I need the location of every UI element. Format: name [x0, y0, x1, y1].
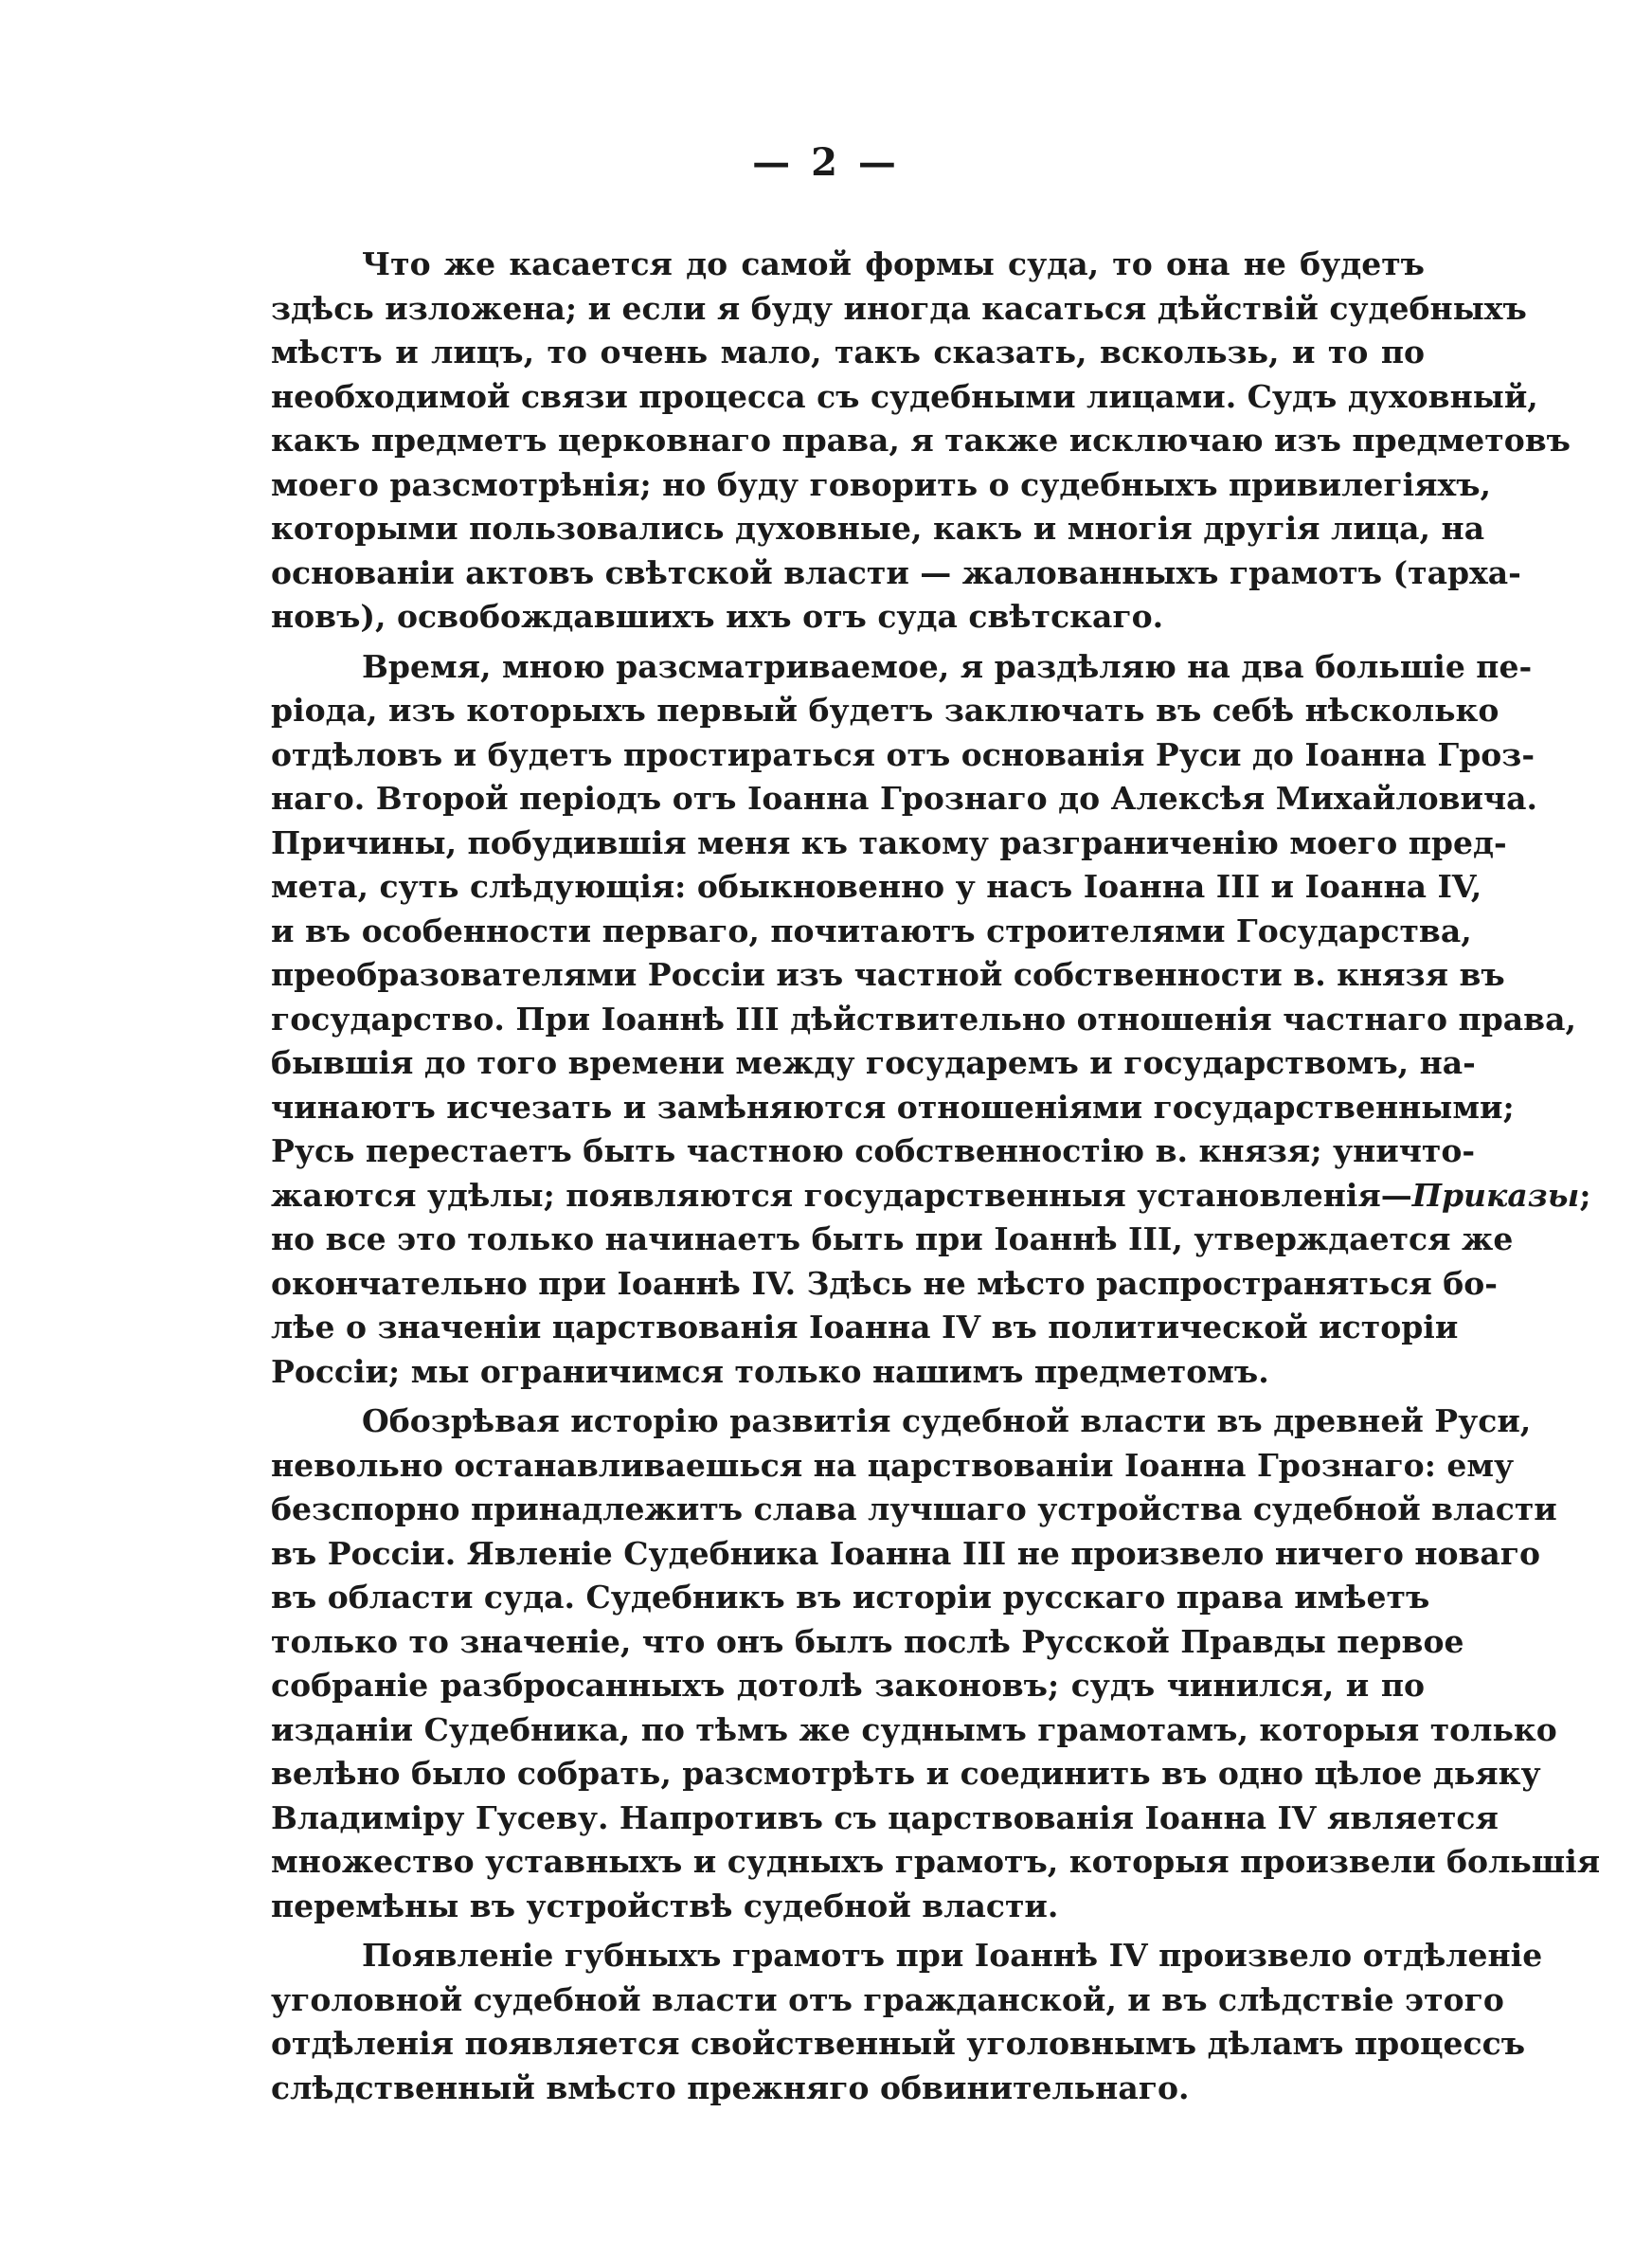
text-line: слѣдственный вмѣсто прежняго обвинительнаго.: [271, 2068, 1190, 2106]
text-line: отдѣловъ и будетъ простираться отъ основанія Руси до Іоанна Гроз-: [271, 735, 1535, 773]
text-line: чинаютъ исчезать и замѣняются отношеніями государственными;: [271, 1088, 1515, 1126]
italic-term: Приказы: [1411, 1176, 1580, 1214]
text-line: перемѣны въ устройствѣ судебной власти.: [271, 1887, 1059, 1924]
text-line: уголовной судебной власти отъ гражданской, и въ слѣдствіе этого: [271, 1980, 1504, 2018]
text-line: но все это только начинаетъ быть при Іоаннѣ III, утверждается же: [271, 1220, 1514, 1257]
text-line: Что же касается до самой формы суда, то она не будетъ: [362, 245, 1425, 282]
text-line: только то значеніе, что онъ былъ послѣ Русской Правды первое: [271, 1622, 1464, 1660]
text-line: основаніи актовъ свѣтской власти — жалованныхъ грамотъ (тарха-: [271, 553, 1521, 591]
text-line: мѣстъ и лицъ, то очень мало, такъ сказать, вскользь, и то по: [271, 334, 1425, 370]
paragraph-1: [271, 243, 1571, 640]
text-line: въ области суда. Судебникъ въ исторіи русскаго права имѣетъ: [271, 1579, 1430, 1616]
text-segment: жаются удѣлы; появляются государственныя установленія—: [271, 1176, 1412, 1214]
text-line: отдѣленія появляется свойственный уголовнымъ дѣламъ процессъ: [271, 2025, 1526, 2062]
text-line: бывшія до того времени между государемъ и государствомъ, на-: [271, 1044, 1476, 1081]
text-line: Русь перестаетъ быть частною собственностію в. князя; уничто-: [271, 1132, 1476, 1169]
paragraph-3: [271, 1399, 1601, 1928]
paragraph-2: [271, 645, 1591, 1395]
text-line: государство. При Іоаннѣ III дѣйствительно отношенія частнаго права,: [271, 1000, 1576, 1038]
text-line: множество уставныхъ и судныхъ грамотъ, которыя произвели большія: [271, 1843, 1601, 1880]
text-line: лѣе о значеніи царствованія Іоанна IV въ политической исторіи: [271, 1309, 1459, 1345]
text-line: собраніе разбросанныхъ дотолѣ законовъ; судъ чинился, и по: [271, 1667, 1425, 1704]
text-line: преобразователями Россіи изъ частной собственности в. князя въ: [271, 956, 1505, 993]
paragraph-4: [271, 1934, 1543, 2110]
text-line: Обозрѣвая исторію развитія судебной власти въ древней Руси,: [362, 1402, 1532, 1439]
text-line-with-italic: [271, 1174, 1591, 1219]
text-line: и въ особенности перваго, почитаютъ строителями Государства,: [271, 912, 1472, 949]
text-line: здѣсь изложена; и если я буду иногда касаться дѣйствій судебныхъ: [271, 289, 1527, 327]
text-line: окончательно при Іоаннѣ IV. Здѣсь не мѣсто распространяться бо-: [271, 1264, 1498, 1302]
body-text: [271, 243, 1601, 2116]
text-line: безспорно принадлежитъ слава лучшаго устройства судебной власти: [271, 1490, 1557, 1527]
text-line: необходимой связи процесса съ судебными лицами. Судъ духовный,: [271, 377, 1538, 415]
text-line: наго. Второй періодъ отъ Іоанна Грознаго до Алексѣя Михайловича.: [271, 780, 1538, 817]
text-line: новъ), освобождавшихъ ихъ отъ суда свѣтскаго.: [271, 598, 1164, 635]
text-line: въ Россіи. Явленіе Судебника Іоанна III не произвело ничего новаго: [271, 1534, 1541, 1572]
text-line: изданіи Судебника, по тѣмъ же суднымъ грамотамъ, которыя только: [271, 1710, 1557, 1748]
text-line: мета, суть слѣдующія: обыкновенно у насъ Іоанна III и Іоанна IV,: [271, 868, 1482, 905]
text-line: ріода, изъ которыхъ первый будетъ заключать въ себѣ нѣсколько: [271, 692, 1499, 729]
text-line: невольно останавливаешься на царствованіи Іоанна Грознаго: ему: [271, 1446, 1515, 1484]
text-line: Время, мною разсматриваемое, я раздѣляю на два большіе пе-: [362, 647, 1533, 685]
text-line: моего разсмотрѣнія; но буду говорить о судебныхъ привилегіяхъ,: [271, 465, 1492, 503]
text-line: Причины, побудившія меня къ такому разграниченію моего пред-: [271, 823, 1507, 861]
text-line: какъ предметъ церковнаго права, я также исключаю изъ предметовъ: [271, 422, 1571, 459]
text-line: велѣно было собрать, разсмотрѣть и соединить въ одно цѣлое дьяку: [271, 1755, 1541, 1792]
text-line: которыми пользовались духовные, какъ и многія другія лица, на: [271, 510, 1485, 547]
text-line: Появленіе губныхъ грамотъ при Іоаннѣ IV произвело отдѣленіе: [362, 1937, 1543, 1974]
text-line: Владиміру Гусеву. Напротивъ съ царствованія Іоанна IV является: [271, 1798, 1499, 1836]
text-segment: ;: [1579, 1176, 1591, 1214]
text-line: Россіи; мы ограничимся только нашимъ предметомъ.: [271, 1352, 1269, 1390]
page-number: — 2 —: [752, 140, 900, 185]
